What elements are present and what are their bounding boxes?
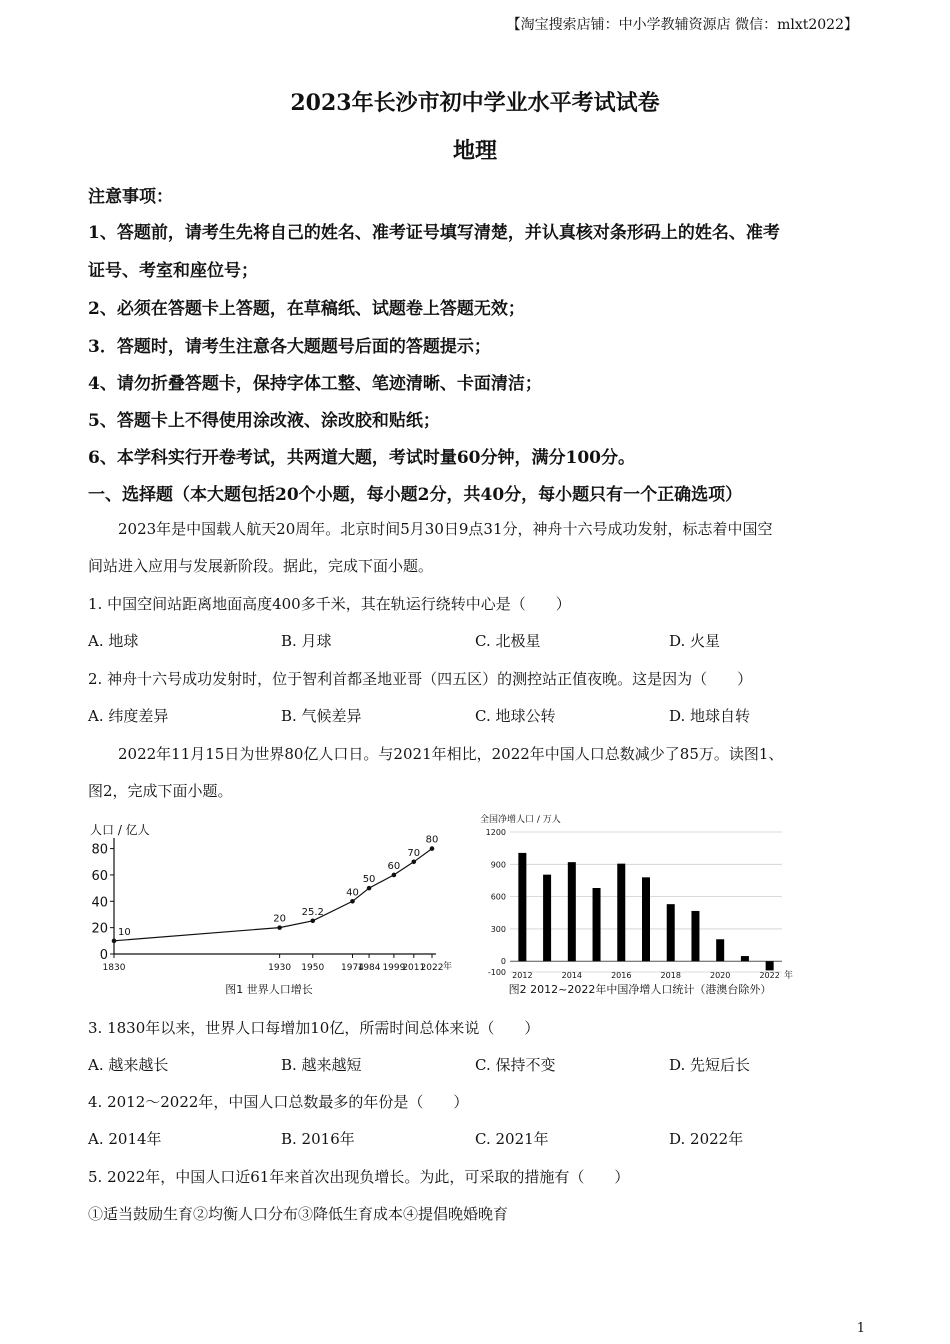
- passage2-line2: 图2，完成下面小题。: [88, 782, 233, 800]
- chart2-bar: [543, 875, 551, 962]
- q2-option-a[interactable]: A. 纬度差异: [88, 707, 169, 725]
- chart2-bar: [593, 888, 601, 961]
- q4-option-d[interactable]: D. 2022年: [669, 1130, 744, 1148]
- notice-item-3: 3．答题时，请考生注意各大题题号后面的答题提示；: [88, 337, 491, 357]
- china-net-increase-chart: [476, 812, 796, 1002]
- chart2-bar: [518, 853, 526, 961]
- page-number: 1: [856, 1321, 865, 1336]
- chart2-x-tick-label: 2016: [611, 971, 632, 980]
- chart1-xunit: 年: [443, 962, 453, 972]
- chart1-title: 图1 世界人口增长: [225, 983, 313, 996]
- chart1-point-label: 25.2: [301, 906, 324, 918]
- chart1-x-tick-label: 2022: [420, 963, 444, 973]
- chart2-x-tick-label: 2020: [710, 971, 731, 980]
- q4-option-b[interactable]: B. 2016年: [281, 1130, 355, 1148]
- chart1-data-point: [392, 873, 397, 878]
- chart2-bar: [667, 904, 675, 961]
- chart2-y-tick-label: 900: [490, 860, 506, 870]
- q2-option-d[interactable]: D. 地球自转: [669, 707, 751, 725]
- q4-option-c[interactable]: C. 2021年: [475, 1130, 549, 1148]
- q1-option-c[interactable]: C. 北极星: [475, 632, 541, 650]
- chart1-data-point: [411, 859, 416, 864]
- world-population-chart: [84, 812, 454, 1002]
- chart2-y-tick-label: 300: [490, 924, 506, 934]
- question-5-stem: 5. 2022年，中国人口近61年来首次出现负增长。为此，可采取的措施有（ ）: [88, 1168, 630, 1186]
- question-1-stem: 1. 中国空间站距离地面高度400多千米，其在轨运行绕转中心是（ ）: [88, 595, 571, 613]
- chart1-y-tick-label: 20: [91, 921, 108, 937]
- chart1-data-point: [350, 899, 355, 904]
- chart1-data-point: [310, 918, 315, 923]
- notice-item-4: 4、请勿折叠答题卡，保持字体工整、笔迹清晰、卡面清洁；: [88, 374, 542, 394]
- chart1-ylabel: 人口 / 亿人: [90, 823, 150, 837]
- chart1-x-tick-label: 1984: [357, 963, 381, 973]
- chart2-bar: [691, 911, 699, 961]
- notice-item-2: 2、必须在答题卡上答题，在草稿纸、试题卷上答题无效；: [88, 299, 525, 319]
- notice-item-5: 5、答题卡上不得使用涂改液、涂改胶和贴纸；: [88, 411, 440, 431]
- q3-option-d[interactable]: D. 先短后长: [669, 1056, 751, 1074]
- question-4-stem: 4. 2012～2022年，中国人口总数最多的年份是（ ）: [88, 1093, 469, 1111]
- q1-option-b[interactable]: B. 月球: [281, 632, 332, 650]
- q1-option-a[interactable]: A. 地球: [88, 632, 139, 650]
- q3-option-a[interactable]: A. 越来越长: [88, 1056, 169, 1074]
- question-5-measures: ①适当鼓励生育②均衡人口分布③降低生育成本④提倡晚婚晚育: [88, 1205, 509, 1223]
- chart2-bar: [568, 862, 576, 961]
- chart1-x-tick-label: 1974: [341, 963, 364, 973]
- chart1-x-tick-label: 1930: [268, 963, 292, 973]
- notice-heading: 注意事项：: [88, 187, 173, 207]
- notice-item-1: 1、答题前，请考生先将自己的姓名、准考证号填写清楚，并认真核对条形码上的姓名、准考: [88, 223, 780, 243]
- chart1-data-point: [112, 939, 117, 944]
- chart2-y-tick-label: 1200: [485, 828, 506, 837]
- chart1-x-tick-label: 1999: [382, 963, 406, 973]
- chart1-y-tick-label: 0: [99, 948, 108, 963]
- notice-item-1-cont: 证号、考室和座位号；: [88, 261, 258, 281]
- chart1-point-label: 20: [273, 913, 286, 925]
- chart1-x-tick-label: 2011: [402, 963, 426, 973]
- q3-option-c[interactable]: C. 保持不变: [475, 1056, 556, 1074]
- chart2-y-tick-label: -100: [487, 968, 506, 977]
- question-3-stem: 3. 1830年以来，世界人口每增加10亿，所需时间总体来说（ ）: [88, 1019, 540, 1037]
- chart1-y-tick-label: 40: [91, 895, 108, 911]
- chart2-y-tick-label: 600: [490, 892, 506, 902]
- chart2-bar: [617, 864, 625, 962]
- chart1-series-line: [114, 849, 432, 941]
- chart2-y-tick-label: 0: [500, 957, 506, 967]
- chart2-xunit: 年: [784, 971, 794, 981]
- q2-option-c[interactable]: C. 地球公转: [475, 707, 556, 725]
- passage1-line1: 2023年是中国载人航天20周年。北京时间5月30日9点31分，神舟十六号成功发射，标志着中国空: [118, 520, 773, 538]
- chart1-point-label: 50: [362, 874, 376, 886]
- question-2-stem: 2. 神舟十六号成功发射时，位于智利首都圣地亚哥（四五区）的测控站正值夜晚。这是因为（ ）: [88, 670, 753, 688]
- q4-option-a[interactable]: A. 2014年: [88, 1130, 162, 1148]
- chart1-x-tick-label: 1830: [102, 963, 126, 973]
- chart1-point-label: 40: [346, 887, 359, 899]
- chart1-point-label: 70: [407, 847, 421, 859]
- chart2-bar: [716, 939, 724, 961]
- chart2-bar: [766, 961, 774, 970]
- chart2-title: 图2 2012~2022年中国净增人口统计（港澳台除外）: [508, 983, 772, 996]
- notice-item-6: 6、本学科实行开卷考试，共两道大题，考试时量60分钟，满分100分。: [88, 448, 635, 468]
- chart1-data-point: [277, 925, 282, 930]
- chart2-x-tick-label: 2012: [512, 971, 533, 980]
- chart2-bar: [741, 956, 749, 961]
- passage2-line1: 2022年11月15日为世界80亿人口日。与2021年相比，2022年中国人口总数减少了85万。读图1、: [118, 745, 784, 763]
- chart1-data-point: [367, 886, 372, 891]
- chart2-ylabel: 全国净增人口 / 万人: [480, 815, 561, 825]
- chart1-y-tick-label: 60: [91, 868, 108, 884]
- chart1-point-label: 10: [118, 926, 131, 938]
- passage1-line2: 间站进入应用与发展新阶段。据此，完成下面小题。: [88, 557, 434, 575]
- q2-option-b[interactable]: B. 气候差异: [281, 707, 362, 725]
- chart2-x-tick-label: 2014: [561, 971, 582, 980]
- subject-title: 地理: [452, 138, 497, 164]
- chart1-y-tick-label: 80: [91, 842, 108, 858]
- chart2-x-tick-label: 2018: [660, 971, 681, 980]
- exam-title: 2023年长沙市初中学业水平考试试卷: [290, 90, 660, 116]
- chart2-x-tick-label: 2022: [759, 971, 780, 980]
- chart1-point-label: 60: [387, 860, 401, 872]
- chart1-point-label: 80: [425, 834, 439, 846]
- chart1-data-point: [430, 846, 435, 851]
- q3-option-b[interactable]: B. 越来越短: [281, 1056, 362, 1074]
- section-heading: 一、选择题（本大题包括20个小题，每小题2分，共40分，每小题只有一个正确选项）: [88, 485, 743, 505]
- chart1-x-tick-label: 1950: [301, 963, 325, 973]
- header-note: 【淘宝搜索店铺：中小学教辅资源店 微信：mlxt2022】: [506, 17, 858, 33]
- chart2-bar: [642, 877, 650, 961]
- q1-option-d[interactable]: D. 火星: [669, 632, 721, 650]
